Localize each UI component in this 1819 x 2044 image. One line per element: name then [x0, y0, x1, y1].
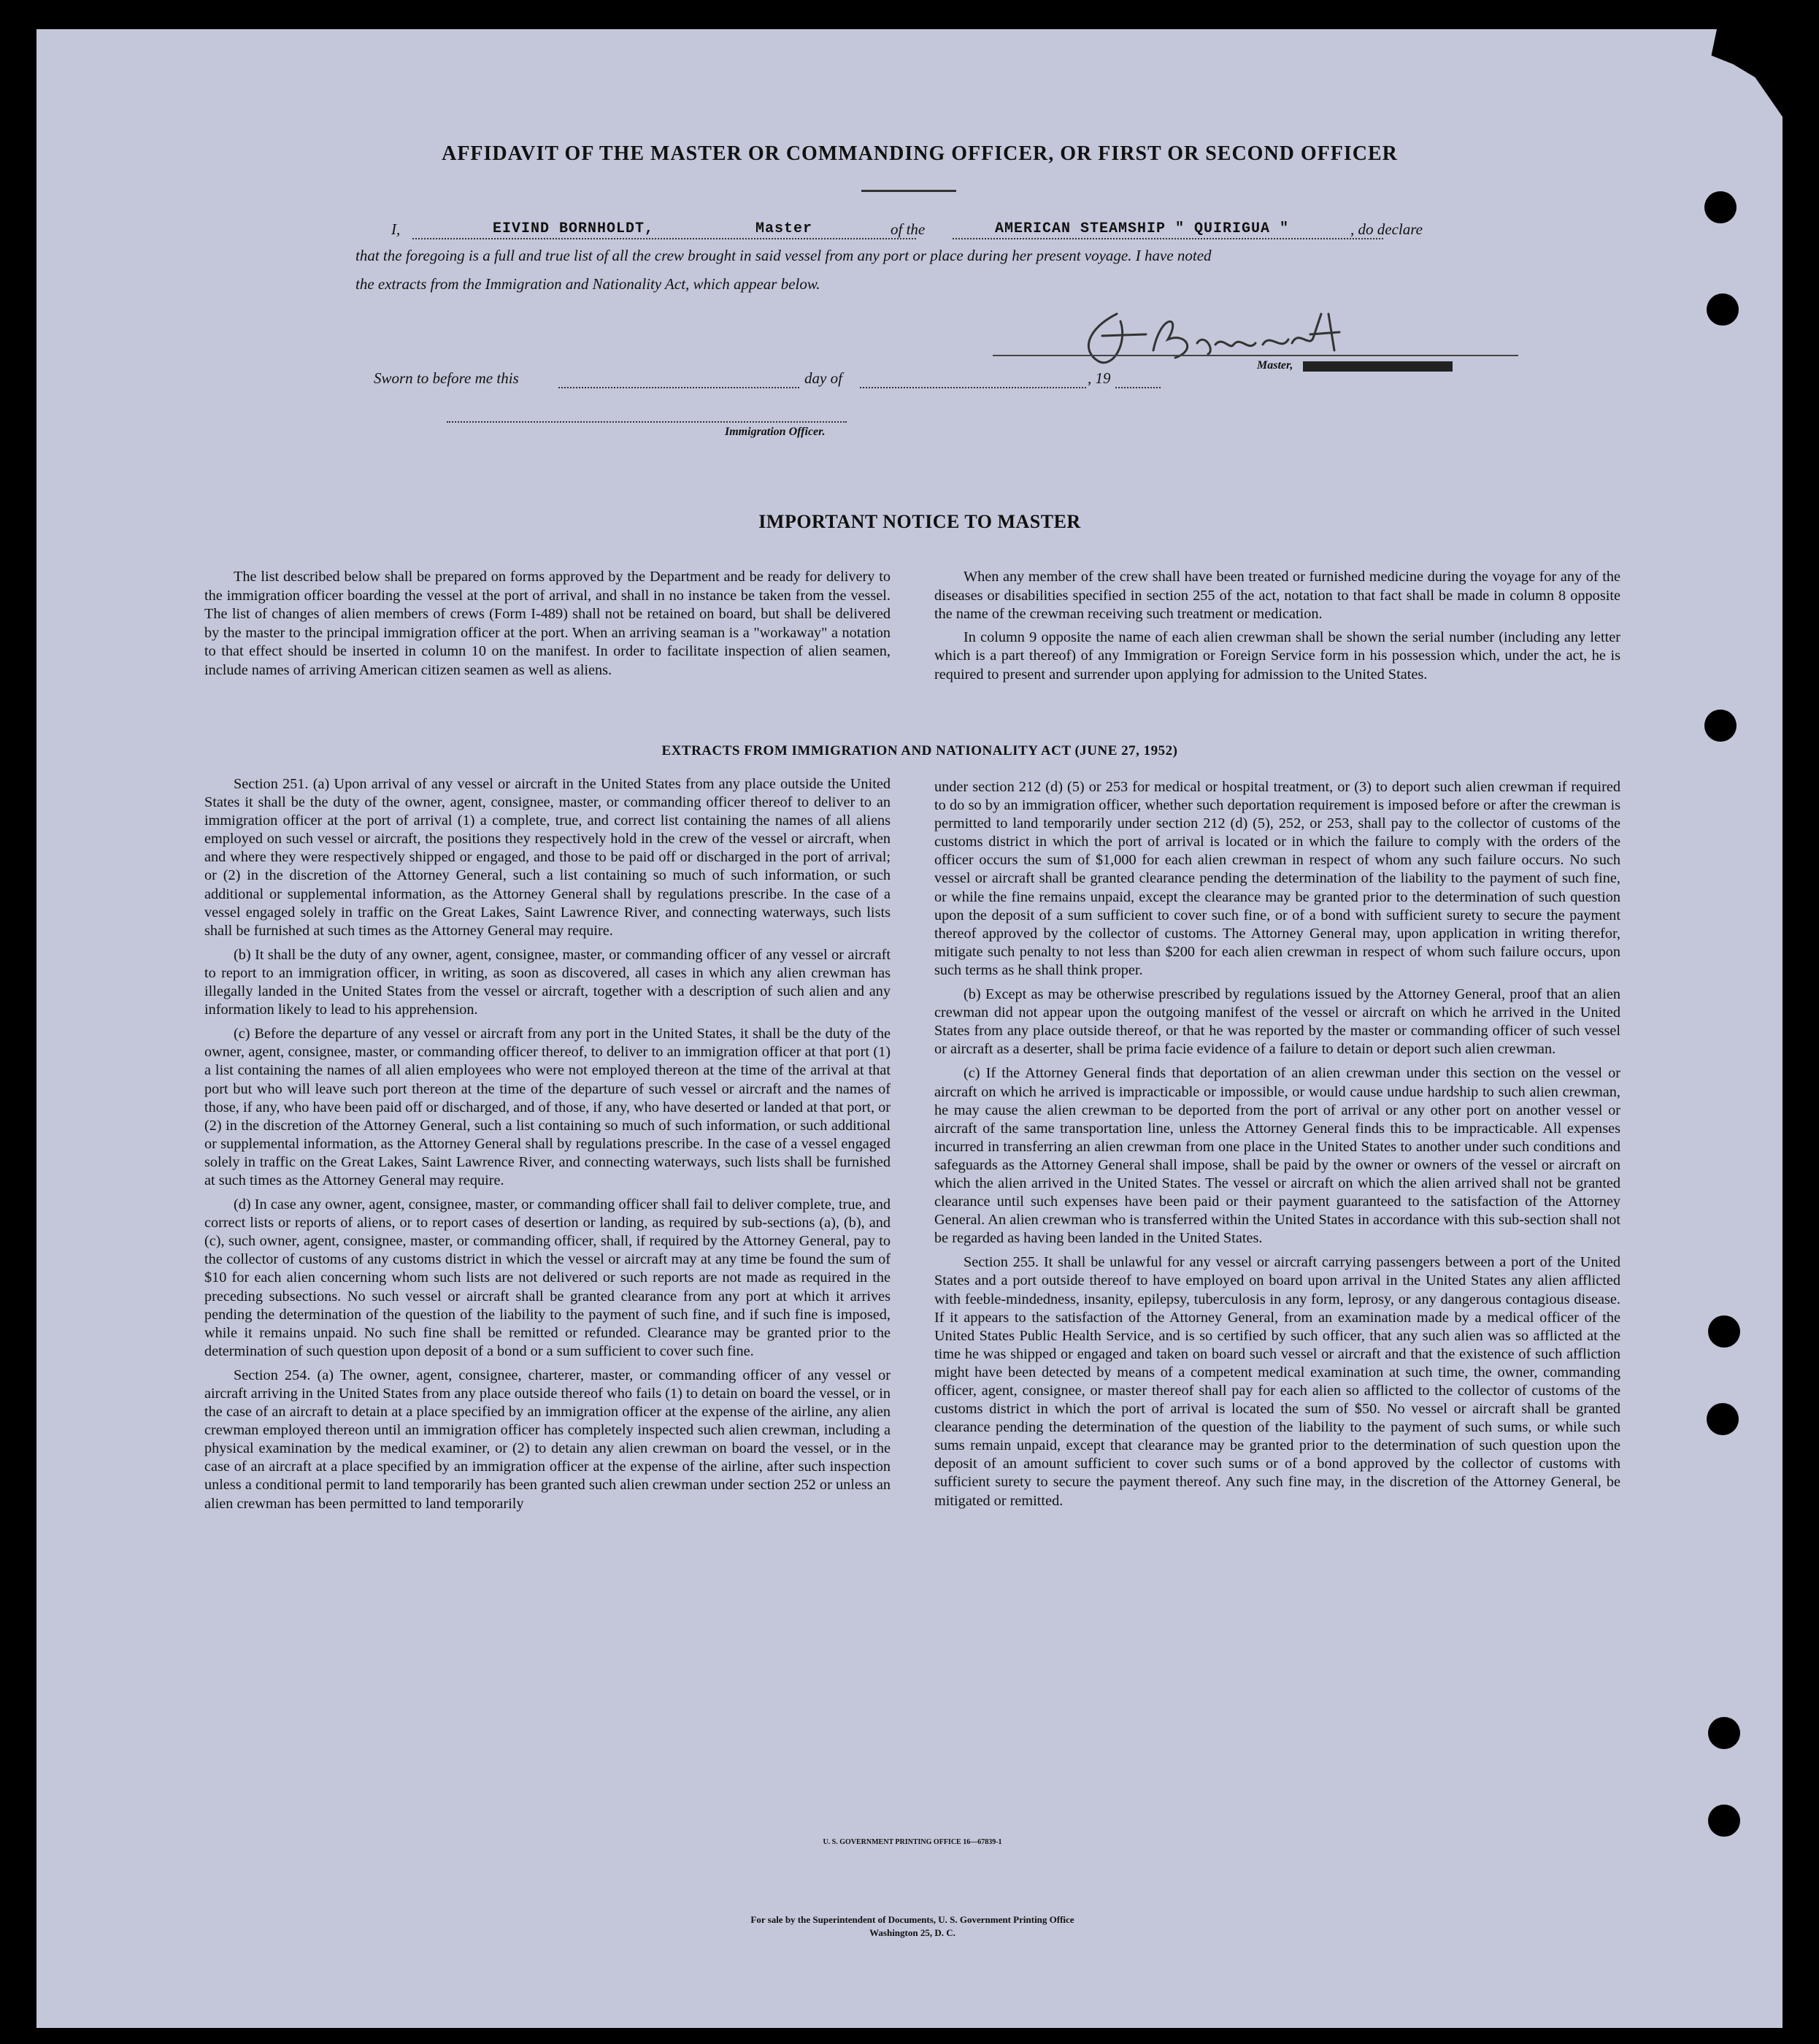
section-254-a-continued: under section 212 (d) (5) or 253 for medical or hospital treatment, or (3) to deport such alien crewman if required to do so by an immigration officer, whether such deportation requirement is imposed before or after the crewman is permitted to land temporarily under section 212 (d) (5), 252, or 253, shall pay to the collector of customs of the customs district in which the port of arrival is located or in which the failure to comply with the orders of the officer occurs the sum of $1,000 for each alien crewman in respect of whom any such failure occurs. No such vessel or aircraft shall be granted clearance pending the determination of the liability to the payment of such fine, or while the fine remains unpaid, except the clearance may be granted prior to the determination of such question upon the deposit of a sum sufficient to cover such fine, or of a bond with sufficient surety to secure the payment thereof approved by the collector of customs. The Attorney General may, upon application in writing therefor, mitigate such penalty to not less than $200 for each alien crewman in respect of whom such failure occurs, upon such terms as he shall think proper.: [934, 779, 1620, 978]
section-255: Section 255. It shall be unlawful for any vessel or aircraft carrying passengers between a port of the United States and a port outside thereof to have employed on board upon arrival in the United States any alien afflicted with feeble-mindedness, insanity, epilepsy, tuberculosis in any form, leprosy, or any dangerous contagious disease. If it appears to the satisfaction of the Attorney General, from an examination made by a medical officer of the United States Public Health Service, and is so certified by such officer, that any such alien was so afflicted at the time he was shipped or engaged and taken on board such vessel or aircraft and that the existence of such affliction might have been detected by means of a competent medical examination at such time, the owner, commanding officer, agent, consignee, or master thereof shall pay for each alien so afflicted to the collector of customs of the customs district in which the port of arrival is located the sum of $50. No vessel or aircraft shall be granted clearance pending the determination of the question of the liability to the payment of such sums, or while such sums remain unpaid, except that clearance may be granted prior to the determination of such question upon the deposit of an amount sufficient to cover such sums or of a bond approved by the collector of customs with sufficient surety to secure the payment thereof. Any such fine may, in the discretion of the Attorney General, be mitigated or remitted.: [934, 1254, 1620, 1509]
signature-line: [993, 355, 1518, 356]
notice-left-column: [204, 568, 891, 680]
section-251-c: (c) Before the departure of any vessel or aircraft from any port in the United States, it shall be the duty of the owner, agent, consignee, master, or commanding officer thereof, to deliver to an immigration officer at that port (1) a list containing the names of all alien employees who were not employed thereon at the time of the arrival at that port but who will leave such port thereon at the time of the departure of such vessel or aircraft and the names of those, if any, who have been paid off or discharged, and of those, if any, who have deserted or landed at that port, or (2) in the discretion of the Attorney General, such a list containing so much of such information, or such additional or supplemental information, as the Attorney General shall by regulations prescribe. In the case of a vessel engaged solely in traffic on the Great Lakes, Saint Lawrence River, and connecting waterways, such lists shall be furnished at such times as the Attorney General may require.: [204, 1026, 891, 1188]
notice-left-paragraph: The list described below shall be prepared on forms approved by the Department and be ready for delivery to the immigration officer boarding the vessel at the port of arrival, and shall in no instance be taken from the vessel. The list of changes of alien members of crews (Form I-489) shall not be retained on board, but shall be delivered by the master to the principal immigration officer at the port. When an arriving seaman is a "workaway" a notation to that effect should be inserted in column 10 on the manifest. In order to facilitate inspection of alien seamen, include names of arriving American citizen seamen as well as aliens.: [204, 569, 891, 678]
notice-right-column: [934, 568, 1620, 684]
sworn-day-underline: [558, 387, 799, 388]
struck-out-text: [1303, 361, 1453, 372]
punch-hole-icon: [1708, 1315, 1740, 1348]
title-rule: [861, 190, 956, 192]
vessel-underline: [953, 238, 1383, 239]
document-page: [36, 29, 1783, 2028]
punch-hole-icon: [1708, 1717, 1740, 1749]
extracts-left-column: [204, 775, 891, 1513]
year-underline: [1115, 387, 1161, 388]
master-rank: Master: [755, 220, 813, 237]
name-underline: [412, 238, 916, 239]
notice-right-paragraph-1: When any member of the crew shall have been treated or furnished medicine during the voyage for any of the diseases or disabilities specified in section 255 of the act, notation to that fact shall be made in column 8 opposite the name of the crewman receiving such treatment or medication.: [934, 569, 1620, 622]
day-of-label: day of: [804, 369, 842, 387]
extracts-title: EXTRACTS FROM IMMIGRATION AND NATIONALITY ACT (JUNE 27, 1952): [661, 743, 1178, 758]
affidavit-title: AFFIDAVIT OF THE MASTER OR COMMANDING OFFICER, OR FIRST OR SECOND OFFICER: [442, 142, 1398, 165]
section-251-d: (d) In case any owner, agent, consignee, master, or commanding officer shall fail to deliver complete, true, and correct lists or reports of aliens, or to report cases of desertion or landing, as required by sub-sections (a), (b), and (c), such owner, agent, consignee, master, or commanding officer, shall, if required by the Attorney General, pay to the collector of customs of any customs district in which the vessel or aircraft may at any time be found the sum of $10 for each alien concerning whom such lists are not delivered or such reports are not made as required in the preceding subsections. No such vessel or aircraft shall be granted clearance from any port at which it arrives pending the determination of the question of the liability to the payment of such fine, and if such fine is imposed, while it remains unpaid. No such fine shall be remitted or refunded. Clearance may be granted prior to the determination of such question upon deposit of a bond or a sum sufficient to cover such fine.: [204, 1196, 891, 1359]
vessel-name: AMERICAN STEAMSHIP " QUIRIGUA ": [995, 220, 1290, 237]
torn-corner: [1673, 29, 1783, 117]
punch-hole-icon: [1704, 710, 1737, 742]
do-declare-label: , do declare: [1350, 220, 1423, 238]
year-label: , 19: [1088, 369, 1111, 387]
i-label: I,: [391, 220, 401, 238]
of-the-label: of the: [891, 220, 926, 238]
master-label: Master,: [1257, 359, 1293, 372]
punch-hole-icon: [1704, 191, 1737, 223]
punch-hole-icon: [1707, 1403, 1739, 1435]
section-254-b: (b) Except as may be otherwise prescribed by regulations issued by the Attorney General, proof that an alien crewman did not appear upon the outgoing manifest of the vessel or aircraft on which he arrived in the United States from any place outside thereof, or that he was reported by the master or commanding officer of such vessel or aircraft as a deserter, shall be prima facie evidence of a failure to detain or deport such alien crewman.: [934, 986, 1620, 1058]
notice-right-paragraph-2: In column 9 opposite the name of each alien crewman shall be shown the serial number (including any letter which is a part thereof) of any Immigration or Foreign Service form in his possession which, under the act, he is required to present and surrender upon applying for admission to the United States.: [934, 629, 1620, 683]
master-name: EIVIND BORNHOLDT,: [493, 220, 655, 237]
declaration-line-2: that the foregoing is a full and true list of all the crew brought in said vessel from any port or place during her present voyage. I have noted: [355, 247, 1212, 264]
immigration-officer-label: Immigration Officer.: [725, 426, 826, 438]
sworn-month-underline: [860, 387, 1086, 388]
punch-hole-icon: [1708, 1805, 1740, 1837]
section-251-a: Section 251. (a) Upon arrival of any vessel or aircraft in the United States from any place outside the United States it shall be the duty of the owner, agent, consignee, master, or commanding officer thereof to deliver to an immigration officer at the port of arrival (1) a complete, true, and correct list containing the names of all aliens employed on such vessel or aircraft, the positions they respectively hold in the crew of the vessel or aircraft, when and where they were respectively shipped or engaged, and those to be paid off or discharged in the port of arrival; or (2) in the discretion of the Attorney General, such a list containing so much of such information, or such additional or supplemental information, as the Attorney General shall by regulations prescribe. In the case of a vessel engaged solely in traffic on the Great Lakes, Saint Lawrence River, and connecting waterways, such lists shall be furnished at such times as the Attorney General may require.: [204, 776, 891, 939]
declaration-line-3: the extracts from the Immigration and Nationality Act, which appear below.: [355, 275, 820, 293]
sworn-label: Sworn to before me this: [374, 369, 519, 387]
section-254-c: (c) If the Attorney General finds that deportation of an alien crewman under this section on the vessel or aircraft on which he arrived is impracticable or impossible, or would cause undue hardship to such alien crewman, he may cause the alien crewman to be deported from the port of arrival or any other port on another vessel or aircraft of the same transportation line, unless the Attorney General finds this to be impracticable. All expenses incurred in transferring an alien crewman from one place in the United States to another under such conditions and safeguards as the Attorney General shall impose, shall be paid by the owner or owners of the vessel or aircraft on which the alien arrived in the United States. The vessel or aircraft on which the alien arrived shall not be granted clearance until such expenses have been paid or their payment guaranteed to the satisfaction of the Attorney General. An alien crewman who is transferred within the United States in accordance with this sub-section shall not be regarded as having been landed in the United States.: [934, 1065, 1620, 1247]
notice-title: IMPORTANT NOTICE TO MASTER: [758, 511, 1081, 532]
gpo-imprint: U. S. GOVERNMENT PRINTING OFFICE 16—67839-1: [823, 1838, 1002, 1846]
extracts-right-column: [934, 778, 1620, 1510]
officer-underline: [447, 421, 847, 423]
sale-notice-line-1: For sale by the Superintendent of Documents, U. S. Government Printing Office: [750, 1914, 1074, 1925]
section-254-a: Section 254. (a) The owner, agent, consignee, charterer, master, or commanding officer of any vessel or aircraft arriving in the United States from any place outside thereof who fails (1) to detain on board the vessel, or in the case of an aircraft to detain at a place specified by an immigration officer at the expense of the airline, any alien crewman employed thereon until an immigration officer has completely inspected such alien crewman, including a physical examination by the medical examiner, or (2) to detain any alien crewman on board the vessel, or in the case of an aircraft at a place specified by an immigration officer at the expense of the airline, after such inspection unless a conditional permit to land temporarily has been granted such alien crewman under section 252 or unless an alien crewman has been permitted to land temporarily: [204, 1367, 891, 1512]
section-251-b: (b) It shall be the duty of any owner, agent, consignee, master, or commanding officer of any vessel or aircraft to report to an immigration officer, in writing, as soon as discovered, all cases in which any alien crewman has illegally landed in the United States from the vessel or aircraft, together with a description of such alien and any information likely to lead to his apprehension.: [204, 946, 891, 1018]
sale-notice-line-2: Washington 25, D. C.: [869, 1927, 955, 1938]
punch-hole-icon: [1707, 293, 1739, 326]
